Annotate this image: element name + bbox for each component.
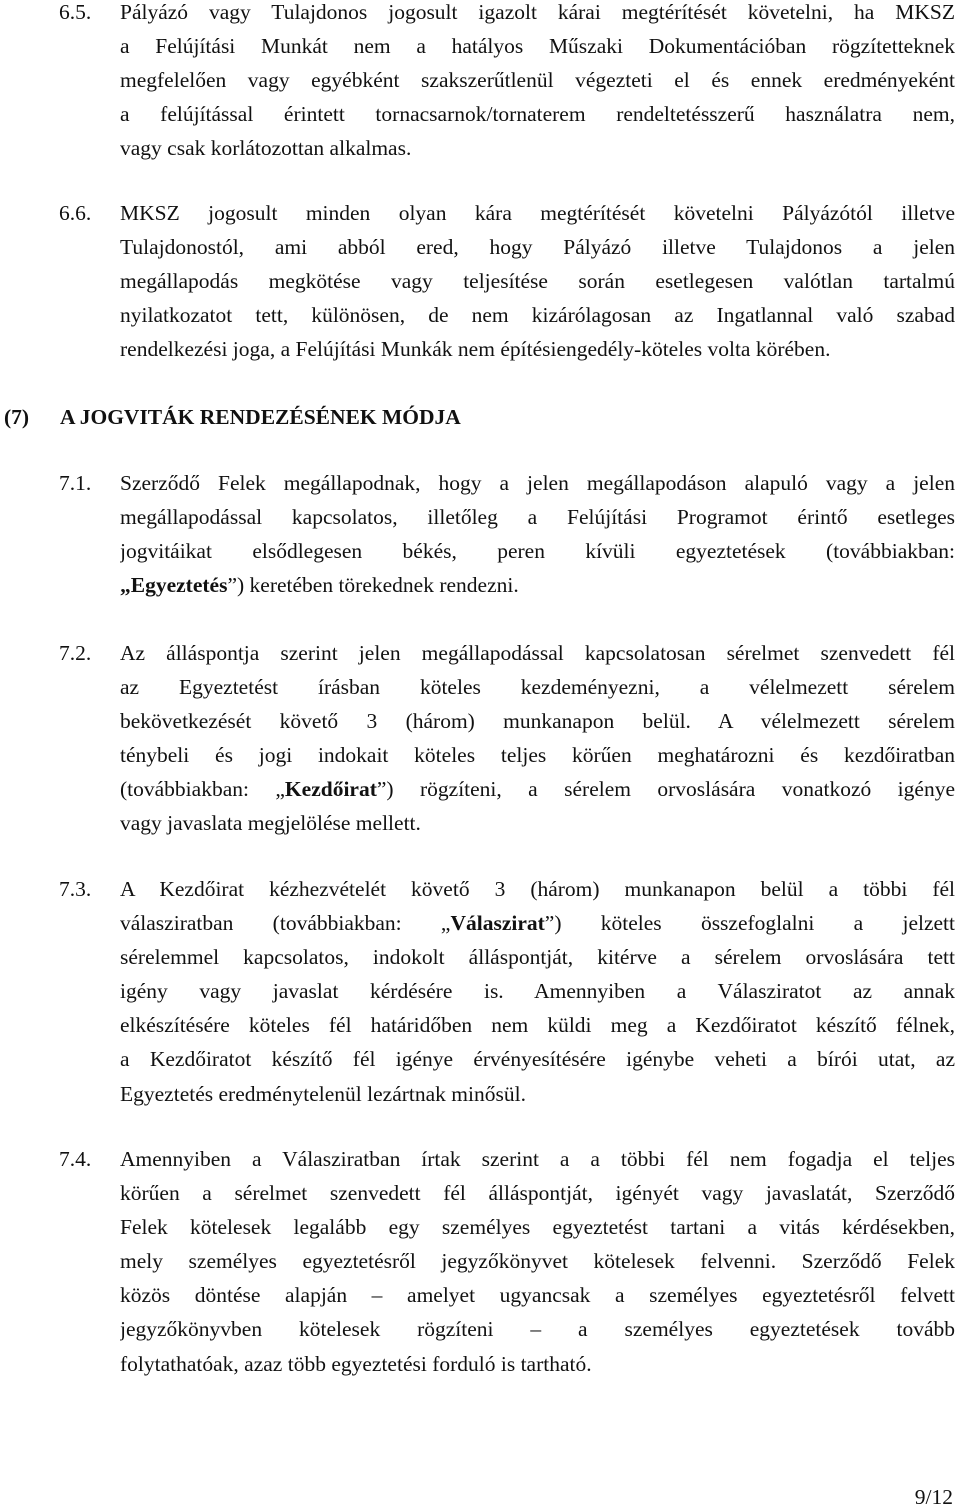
text-line: vagy javaslata megjelölése mellett. xyxy=(120,811,421,836)
text-line: MKSZ jogosult minden olyan kára megtérítését követelni Pályázótól illetve xyxy=(120,201,955,225)
page-number: 9/12 xyxy=(914,1485,953,1509)
text-line: a Felújítási Munkát nem a hatályos Műszaki Dokumentációban rögzítetteknek xyxy=(120,34,955,59)
section-number: (7) xyxy=(4,405,30,429)
clause-number: 6.6. xyxy=(59,201,92,225)
text-line: Felek kötelesek legalább egy személyes egyeztetést tartani a vitás kérdésekben, xyxy=(120,1215,955,1240)
text-line: rendelkezési joga, a Felújítási Munkák nem építésiengedély-köteles volta körében. xyxy=(120,337,831,362)
clause-number: 7.4. xyxy=(59,1147,92,1171)
text-line: Az álláspontja szerint jelen megállapodással kapcsolatosan sérelmet szenvedett fél xyxy=(120,641,955,665)
text-line: vagy csak korlátozottan alkalmas. xyxy=(120,136,412,161)
text-line: a felújítással érintett tornacsarnok/tornaterem rendeltetésszerű használatra nem, xyxy=(120,102,955,127)
text-line: nyilatkozatot tett, különösen, de nem kizárólagosan az Ingatlannal való szabad xyxy=(120,303,955,328)
text-line: a Kezdőiratot készítő fél igénye érvényesítésére igénybe veheti a bírói utat, az xyxy=(120,1047,955,1072)
text-line: A Kezdőirat kézhezvételét követő 3 (három) munkanapon belül a többi fél xyxy=(120,877,955,901)
clause-number: 7.1. xyxy=(59,471,92,495)
clause-text xyxy=(120,0,955,165)
text-line: sérelemmel kapcsolatos, indokolt álláspontját, kitérve a sérelem orvoslására tett xyxy=(120,945,955,970)
clause-text xyxy=(120,872,955,1111)
clause-number: 7.2. xyxy=(59,641,92,665)
text-line: Tulajdonostól, ami abból ered, hogy Pályázó illetve Tulajdonos a jelen xyxy=(120,235,955,260)
text-line: körűen a sérelmet szenvedett fél álláspontját, igényét vagy javaslatát, Szerződő xyxy=(120,1181,955,1206)
text-line: ténybeli és jogi indokait köteles teljes körűen meghatározni és kezdőiratban xyxy=(120,743,955,768)
text-line: megállapodás megkötése vagy teljesítése során esetlegesen valótlan tartalmú xyxy=(120,269,955,294)
text-line: elkészítésére köteles fél határidőben nem küldi meg a Kezdőiratot készítő félnek, xyxy=(120,1013,955,1038)
text-line: jegyzőkönyvben kötelesek rögzíteni – a személyes egyeztetések tovább xyxy=(120,1317,955,1342)
text-line: Amennyiben a Válasziratban írtak szerint a a többi fél nem fogadja el teljes xyxy=(120,1147,955,1171)
clause-text xyxy=(120,636,955,841)
text-line: megállapodással kapcsolatos, illetőleg a Felújítási Programot érintő esetleges xyxy=(120,505,955,530)
section-title: A JOGVITÁK RENDEZÉSÉNEK MÓDJA xyxy=(60,405,461,429)
text-line: megfelelően vagy egyébként szakszerűtlenül végezteti el és ennek eredményeként xyxy=(120,68,955,93)
text-line: az Egyeztetést írásban köteles kezdeményezni, a vélelmezett sérelem xyxy=(120,675,955,700)
clause-text xyxy=(120,1142,955,1381)
text-line: Pályázó vagy Tulajdonos jogosult igazolt kárai megtérítését követelni, ha MKSZ xyxy=(120,0,955,24)
text-line: Szerződő Felek megállapodnak, hogy a jelen megállapodáson alapuló vagy a jelen xyxy=(120,471,955,495)
text-line: jogvitáikat elsődlegesen békés, peren kívüli egyeztetések (továbbiakban: xyxy=(120,539,955,564)
text-line: „Egyeztetés”) keretében törekednek rendezni. xyxy=(120,573,519,598)
clause-text xyxy=(120,466,955,602)
text-line: közös döntése alapján – amelyet ugyancsak a személyes egyeztetésről felvett xyxy=(120,1283,955,1308)
text-line: válasziratban (továbbiakban: „Válaszirat”) köteles összefoglalni a jelzett xyxy=(120,911,955,936)
defined-term: „Egyeztetés xyxy=(120,573,228,598)
text-line: (továbbiakban: „Kezdőirat”) rögzíteni, a sérelem orvoslására vonatkozó igénye xyxy=(120,777,955,802)
clause-number: 6.5. xyxy=(59,0,92,24)
text-line: mely személyes egyeztetésről jegyzőkönyvet kötelesek felvenni. Szerződő Felek xyxy=(120,1249,955,1274)
text-line: bekövetkezését követő 3 (három) munkanapon belül. A vélelmezett sérelem xyxy=(120,709,955,734)
text-line: Egyeztetés eredménytelenül lezártnak minősül. xyxy=(120,1081,526,1106)
clause-text xyxy=(120,196,955,366)
clause-number: 7.3. xyxy=(59,877,92,901)
defined-term: Kezdőirat xyxy=(284,777,377,802)
text-line: folytathatóak, azaz több egyeztetési forduló is tartható. xyxy=(120,1351,592,1376)
defined-term: Válaszirat xyxy=(450,911,545,936)
text-line: igény vagy javaslat kérdésére is. Amennyiben a Válasziratot az annak xyxy=(120,979,955,1004)
